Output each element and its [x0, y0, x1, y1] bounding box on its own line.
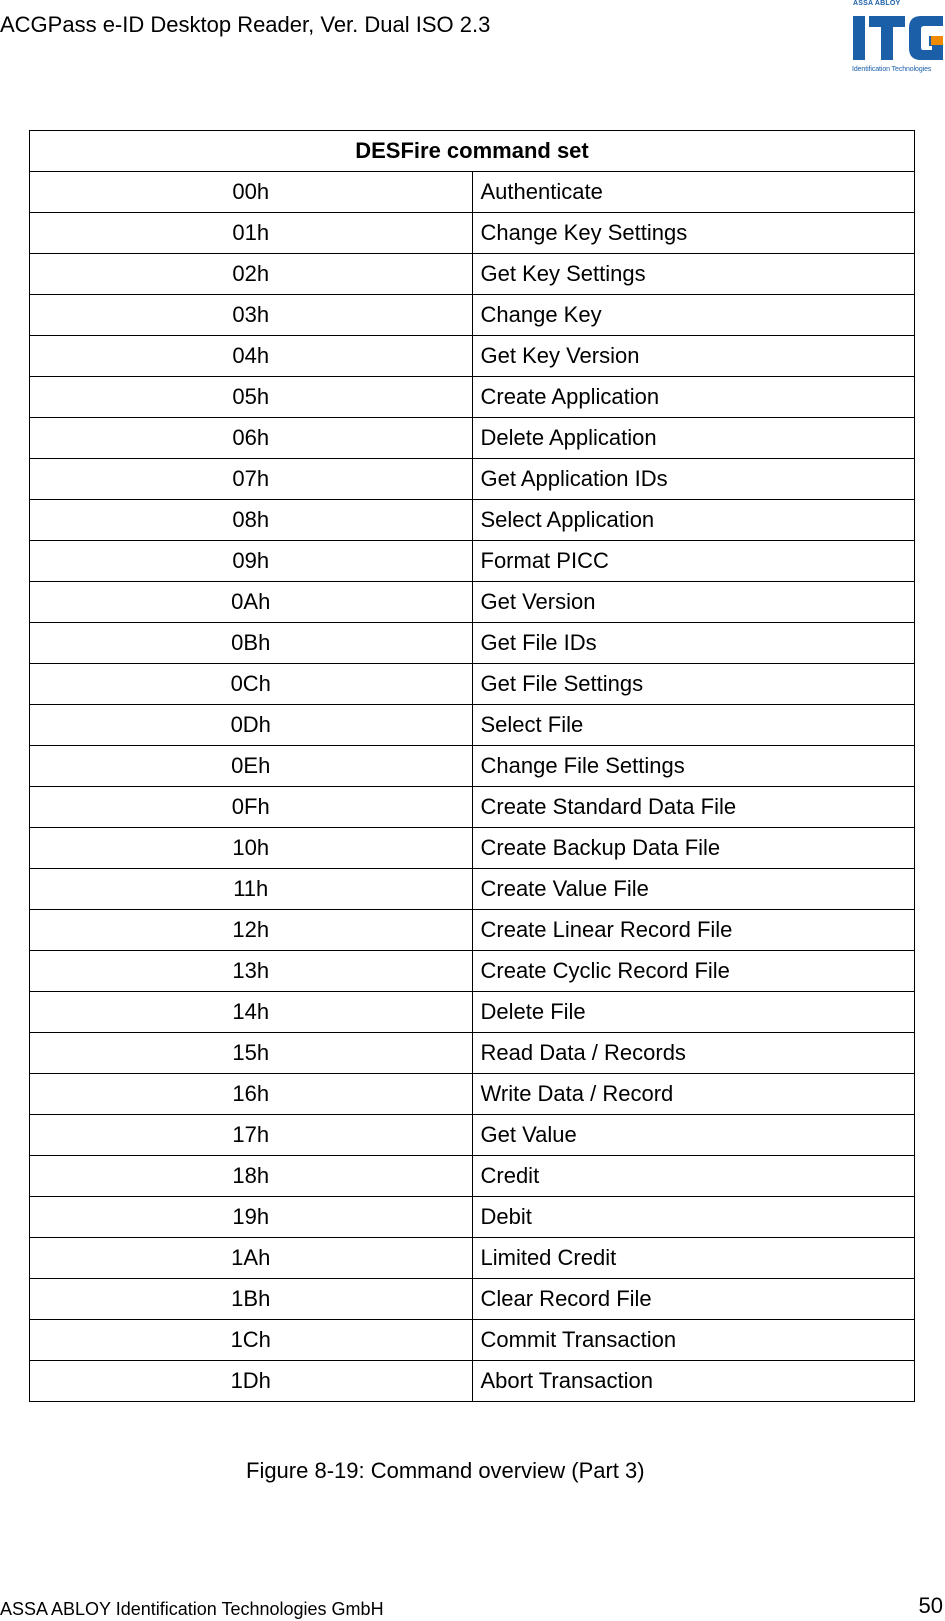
- command-name: Credit: [472, 1156, 915, 1197]
- page-number: 50: [918, 1593, 943, 1618]
- command-code: 1Dh: [30, 1361, 473, 1402]
- table-row: [30, 787, 915, 828]
- table-row: [30, 910, 915, 951]
- command-name: Change File Settings: [472, 746, 915, 787]
- command-code: 14h: [30, 992, 473, 1033]
- table-title: DESFire command set: [30, 131, 915, 172]
- command-code: 08h: [30, 500, 473, 541]
- table-row: [30, 295, 915, 336]
- table-row: [30, 336, 915, 377]
- command-name: Authenticate: [472, 172, 915, 213]
- command-code: 0Dh: [30, 705, 473, 746]
- command-name: Get File IDs: [472, 623, 915, 664]
- table-row: [30, 500, 915, 541]
- command-code: 09h: [30, 541, 473, 582]
- command-code: 1Bh: [30, 1279, 473, 1320]
- document-header-title: ACGPass e-ID Desktop Reader, Ver. Dual ISO 2.3: [0, 12, 491, 37]
- command-code: 06h: [30, 418, 473, 459]
- table-row: [30, 254, 915, 295]
- itg-logo: [851, 0, 945, 78]
- command-code: 03h: [30, 295, 473, 336]
- command-name: Get Version: [472, 582, 915, 623]
- logo-bottom-text: Identification Technologies: [852, 66, 932, 73]
- command-code: 0Ah: [30, 582, 473, 623]
- command-code: 1Ch: [30, 1320, 473, 1361]
- table-row: [30, 951, 915, 992]
- table-row: [30, 992, 915, 1033]
- table-row: [30, 623, 915, 664]
- command-name: Debit: [472, 1197, 915, 1238]
- command-code: 04h: [30, 336, 473, 377]
- command-code: 01h: [30, 213, 473, 254]
- command-code: 07h: [30, 459, 473, 500]
- table-row: [30, 377, 915, 418]
- table-row: [30, 1361, 915, 1402]
- command-code: 02h: [30, 254, 473, 295]
- command-name: Get Key Version: [472, 336, 915, 377]
- table-row: [30, 172, 915, 213]
- table-row: [30, 418, 915, 459]
- command-code: 19h: [30, 1197, 473, 1238]
- command-name: Select File: [472, 705, 915, 746]
- command-name: Create Backup Data File: [472, 828, 915, 869]
- table-row: [30, 1320, 915, 1361]
- command-name: Delete Application: [472, 418, 915, 459]
- table-row: [30, 1156, 915, 1197]
- command-code: 0Fh: [30, 787, 473, 828]
- table-row: [30, 705, 915, 746]
- table-row: [30, 1279, 915, 1320]
- command-code: 0Eh: [30, 746, 473, 787]
- command-name: Create Cyclic Record File: [472, 951, 915, 992]
- logo-top-text: ASSA ABLOY: [853, 0, 901, 7]
- command-name: Create Value File: [472, 869, 915, 910]
- table-row: [30, 213, 915, 254]
- command-name: Create Application: [472, 377, 915, 418]
- command-name: Create Linear Record File: [472, 910, 915, 951]
- table-row: [30, 1115, 915, 1156]
- command-code: 05h: [30, 377, 473, 418]
- figure-caption: Figure 8-19: Command overview (Part 3): [246, 1458, 645, 1483]
- command-code: 15h: [30, 1033, 473, 1074]
- command-name: Change Key: [472, 295, 915, 336]
- command-name: Change Key Settings: [472, 213, 915, 254]
- command-name: Clear Record File: [472, 1279, 915, 1320]
- command-code: 10h: [30, 828, 473, 869]
- command-code: 0Bh: [30, 623, 473, 664]
- table-row: [30, 746, 915, 787]
- command-name: Select Application: [472, 500, 915, 541]
- command-name: Commit Transaction: [472, 1320, 915, 1361]
- command-code: 0Ch: [30, 664, 473, 705]
- command-name: Write Data / Record: [472, 1074, 915, 1115]
- table-row: [30, 541, 915, 582]
- command-code: 00h: [30, 172, 473, 213]
- command-name: Format PICC: [472, 541, 915, 582]
- desfire-command-table: [29, 130, 915, 1402]
- table-row: [30, 1238, 915, 1279]
- command-name: Read Data / Records: [472, 1033, 915, 1074]
- command-name: Limited Credit: [472, 1238, 915, 1279]
- table-row: [30, 582, 915, 623]
- itg-logo-mark: [851, 10, 945, 62]
- table-body: [30, 172, 915, 1402]
- command-name: Create Standard Data File: [472, 787, 915, 828]
- footer-company-name: ASSA ABLOY Identification Technologies GmbH: [0, 1599, 384, 1619]
- command-code: 12h: [30, 910, 473, 951]
- command-name: Get Key Settings: [472, 254, 915, 295]
- command-code: 13h: [30, 951, 473, 992]
- command-name: Get File Settings: [472, 664, 915, 705]
- table-row: [30, 869, 915, 910]
- command-code: 11h: [30, 869, 473, 910]
- table-row: [30, 1033, 915, 1074]
- command-code: 18h: [30, 1156, 473, 1197]
- command-code: 17h: [30, 1115, 473, 1156]
- table-row: [30, 459, 915, 500]
- command-code: 1Ah: [30, 1238, 473, 1279]
- table-row: [30, 828, 915, 869]
- command-name: Abort Transaction: [472, 1361, 915, 1402]
- table-row: [30, 664, 915, 705]
- command-name: Get Value: [472, 1115, 915, 1156]
- table-row: [30, 1074, 915, 1115]
- table-header-row: [30, 131, 915, 172]
- table-row: [30, 1197, 915, 1238]
- command-name: Get Application IDs: [472, 459, 915, 500]
- command-code: 16h: [30, 1074, 473, 1115]
- command-name: Delete File: [472, 992, 915, 1033]
